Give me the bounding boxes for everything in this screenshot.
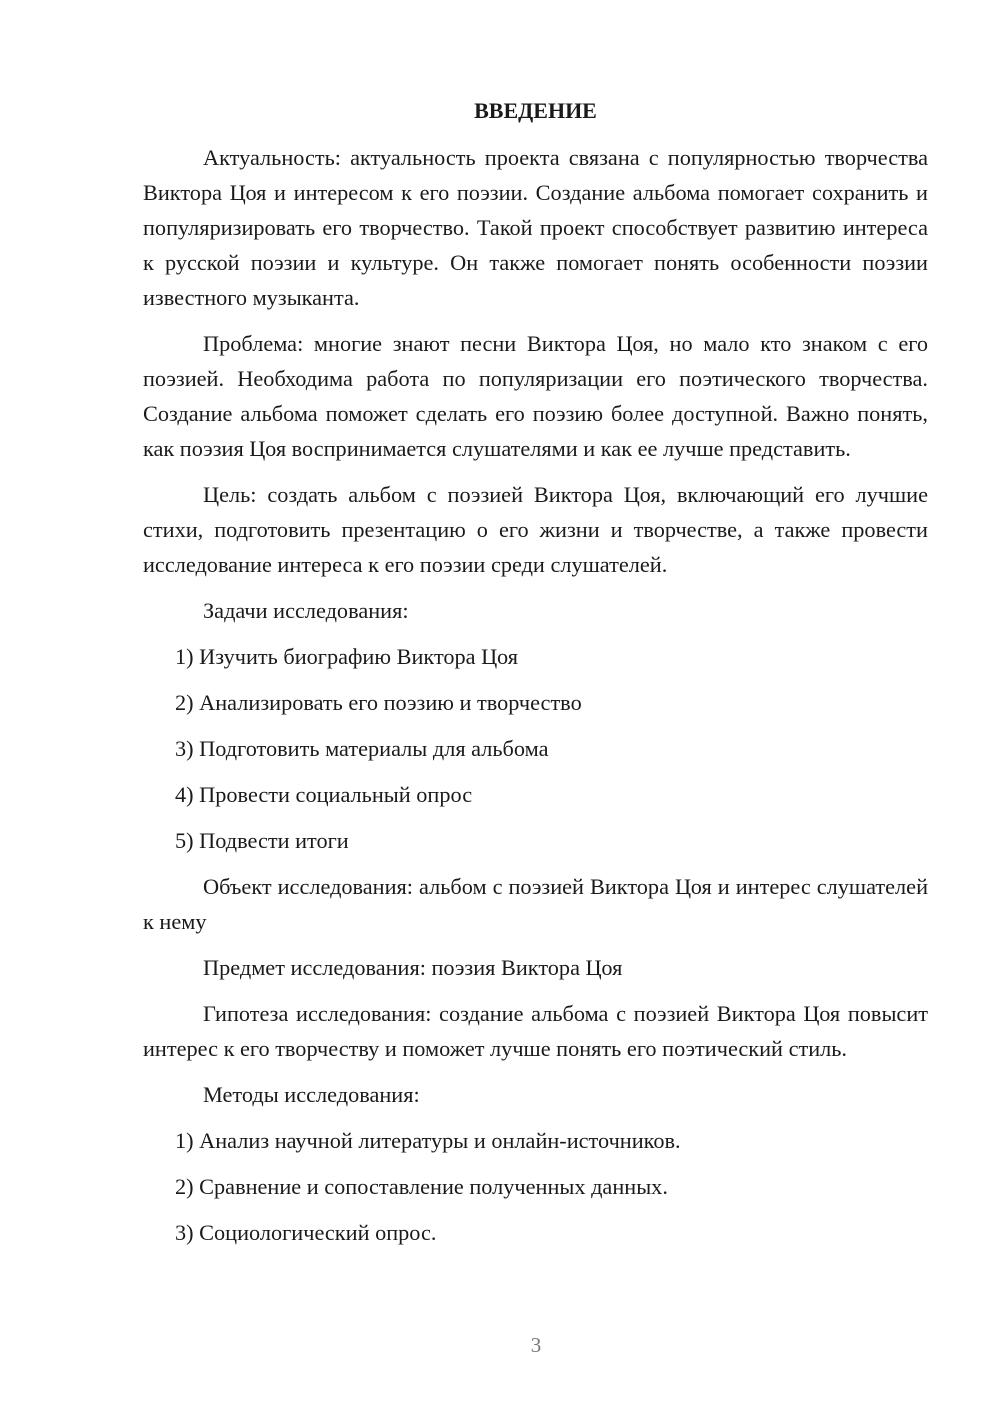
method-item: 3) Социологический опрос. [175, 1220, 437, 1245]
relevance-paragraph: Актуальность: актуальность проекта связана с популярностью творчества Виктора Цоя и интересом к его поэзии. Создание альбома помогает сохранить и популяризировать его творчество. Такой проект способствует развитию интереса к русской поэзии и культуре. Он также помогает понять особенности поэзии известного музыканта. [143, 145, 928, 310]
document-page [143, 93, 928, 1261]
methods-heading: Методы исследования: [203, 1082, 420, 1107]
hypothesis-paragraph: Гипотеза исследования: создание альбома с поэзией Виктора Цоя повысит интерес к его творчеству и поможет лучше понять его поэтический стиль. [143, 1001, 928, 1061]
method-item: 1) Анализ научной литературы и онлайн-источников. [175, 1128, 681, 1153]
object-paragraph: Объект исследования: альбом с поэзией Виктора Цоя и интерес слушателей к нему [143, 874, 928, 934]
method-item: 2) Сравнение и сопоставление полученных данных. [175, 1174, 668, 1199]
task-item: 4) Провести социальный опрос [175, 782, 473, 807]
section-title: ВВЕДЕНИЕ [474, 98, 597, 123]
subject-paragraph: Предмет исследования: поэзия Виктора Цоя [203, 955, 623, 980]
tasks-heading: Задачи исследования: [203, 598, 409, 623]
task-item: 2) Анализировать его поэзию и творчество [175, 690, 582, 715]
task-item: 5) Подвести итоги [175, 828, 349, 853]
task-item: 1) Изучить биографию Виктора Цоя [175, 644, 518, 669]
task-item: 3) Подготовить материалы для альбома [175, 736, 549, 761]
page-number: 3 [530, 1333, 542, 1357]
goal-paragraph: Цель: создать альбом с поэзией Виктора Цоя, включающий его лучшие стихи, подготовить презентацию о его жизни и творчестве, а также провести исследование интереса к его поэзии среди слушателей. [143, 482, 928, 577]
problem-paragraph: Проблема: многие знают песни Виктора Цоя, но мало кто знаком с его поэзией. Необходима работа по популяризации его поэтического творчества. Создание альбома поможет сделать его поэзию более доступной. Важно понять, как поэзия Цоя воспринимается слушателями и как ее лучше представить. [143, 331, 928, 461]
